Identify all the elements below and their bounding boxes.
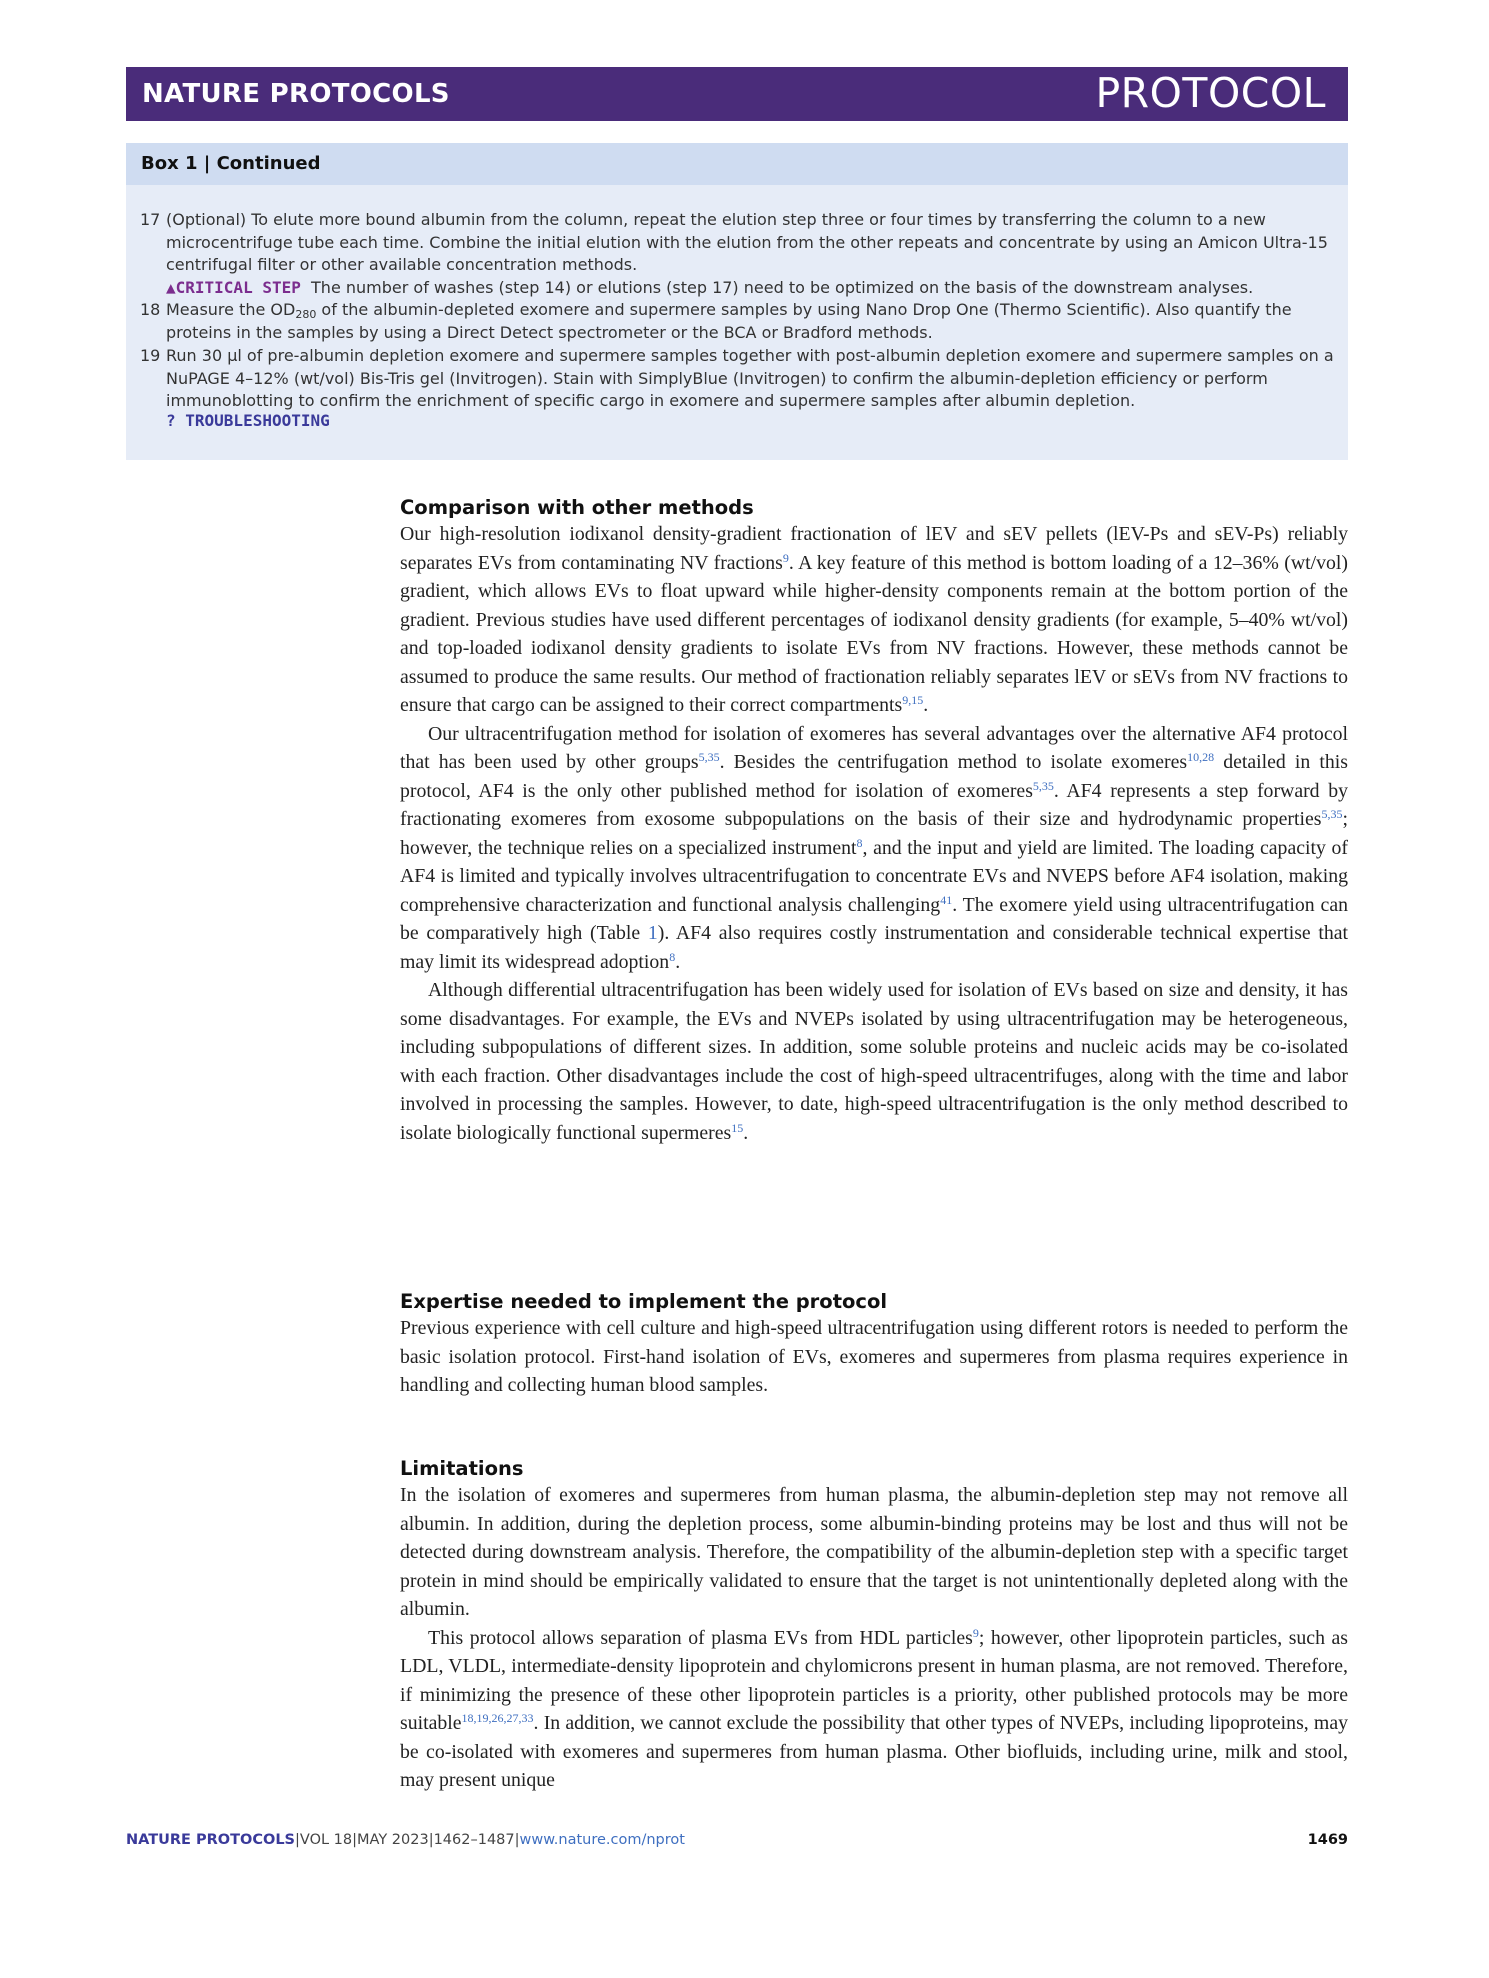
step-number: 17	[140, 210, 161, 229]
paragraph: This protocol allows separation of plasma EVs from HDL particles$^9$; however, other lipoprotein particles, such as LDL, VLDL, intermediate-density lipoprotein and chylomicrons present in human plasma, are not removed. Therefore, if minimizing the presence of these other lipoprotein particles is a priority, other published protocols may be more suitable$^{18,19,26,27,33}$. In addition, we cannot exclude the possibility that other types of NVEPs, including lipoproteins, may be co-isolated with exomeres and supermeres from human plasma. Other biofluids, including urine, milk and stool, may present unique	[400, 1625, 1348, 1791]
section-heading: Expertise needed to implement the protocol	[400, 1290, 888, 1313]
citation-link[interactable]: 41	[940, 892, 953, 907]
paragraph: Our ultracentrifugation method for isolation of exomeres has several advantages over the alternative AF4 protocol that has been used by other groups$^{5,35}$. Besides the centrifugation method to isolate exomeres$^{10,28}$ detailed in this protocol, AF4 is the only other published method for isolation of exomeres$^{5,35}$. AF4 represents a step forward by fractionating exomeres from exosome subpopulations on the basis of their size and hydrodynamic properties$^{5,35}$; however, the technique relies on a specialized instrument$^8$, and the input and yield are limited. The loading capacity of AF4 is limited and typically involves ultracentrifugation to concentrate EVs and NVEPS before AF4 isolation, making comprehensive characterization and functional analysis challenging$^{41}$. The exomere yield using ultracentrifugation can be comparatively high (Table 1). AF4 also requires costly instrumentation and considerable technical expertise that may limit its widespread adoption$^8$.	[400, 722, 1349, 973]
footer-journal: NATURE PROTOCOLS	[126, 1832, 296, 1848]
page-number: 1469	[1307, 1832, 1348, 1848]
step-text: Run 30 µl of pre-albumin depletion exomere and supermere samples together with post-albumin depletion exomere and supermere samples on a NuPAGE 4–12% (wt/vol) Bis-Tris gel (Invitrogen). Stain with SimplyBlue (Invitrogen) to confirm the albumin-depletion efficiency or perform immunoblotting to confirm the enrichment of specific cargo in exomere and supermere samples after albumin depletion.	[166, 346, 1334, 410]
critical-step-label: ▲CRITICAL STEP	[166, 278, 301, 297]
footer-date: MAY 2023	[357, 1832, 429, 1848]
box-1	[126, 143, 1348, 460]
troubleshooting-label[interactable]: ? TROUBLESHOOTING	[166, 411, 330, 430]
section-expertise	[400, 1290, 1348, 1400]
footer-volume: VOL 18	[299, 1832, 353, 1848]
table-link[interactable]: 1	[647, 922, 658, 944]
od-subscript: 280	[295, 308, 317, 321]
section-heading: Limitations	[400, 1457, 524, 1480]
citation-link[interactable]: 8	[669, 949, 676, 964]
critical-step-text: The number of washes (step 14) or elutions (step 17) need to be optimized on the basis of the downstream analyses.	[311, 278, 1254, 297]
journal-header-bar	[126, 67, 1348, 121]
citation-link[interactable]: 9	[972, 1625, 979, 1640]
footer-pages: 1462–1487	[433, 1832, 515, 1848]
citation-link[interactable]: 5,35	[1321, 807, 1343, 821]
journal-name: NATURE PROTOCOLS	[142, 79, 450, 109]
box-title: Box 1 | Continued	[141, 153, 321, 174]
citation-link[interactable]: 8	[856, 835, 863, 850]
step-text: Measure the $OD_{280}$ of the albumin-depleted exomere and supermere samples by using Nano Drop One (Thermo Scientific). Also quantify the proteins in the samples by using a Direct Detect spectrometer or the BCA or Bradford methods.	[166, 300, 1292, 342]
page-footer	[126, 1832, 1348, 1856]
footer-citation: NATURE PROTOCOLS|VOL 18|MAY 2023|1462–1487|www.nature.com/nprot	[126, 1832, 685, 1848]
article-type: PROTOCOL	[1095, 69, 1326, 117]
citation-link[interactable]: 9	[782, 550, 789, 565]
citation-link[interactable]: 5,35	[1032, 778, 1054, 793]
section-comparison	[400, 496, 1348, 1147]
footer-url-link[interactable]: www.nature.com/nprot	[519, 1832, 685, 1848]
paragraph: In the isolation of exomeres and supermeres from human plasma, the albumin-depletion step may not remove all albumin. In addition, during the depletion process, some albumin-binding proteins may be lost and thus will not be detected during downstream analysis. Therefore, the compatibility of the albumin-depletion step with a specific target protein in mind should be empirically validated to ensure that the target is not unintentionally depleted along with the albumin.	[400, 1484, 1348, 1620]
step-text: (Optional) To elute more bound albumin from the column, repeat the elution step three or four times by transferring the column to a new microcentrifuge tube each time. Combine the initial elution with the elution from the other repeats and concentrate by using an Amicon Ultra-15 centrifugal filter or other available concentration methods.	[166, 210, 1328, 274]
citation-link[interactable]: 15	[731, 1120, 744, 1135]
citation-link[interactable]: 18,19,26,27,33	[461, 1711, 534, 1725]
step-number: 18	[140, 300, 161, 319]
section-limitations	[400, 1457, 1348, 1795]
paragraph: Although differential ultracentrifugation has been widely used for isolation of EVs based on size and density, it has some disadvantages. For example, the EVs and NVEPs isolated by using ultracentrifugation may be heterogeneous, including subpopulations of different sizes. In addition, some soluble proteins and nucleic acids may be co-isolated with each fraction. Other disadvantages include the cost of high-speed ultracentrifuges, along with the time and labor involved in processing the samples. However, to date, high-speed ultracentrifugation is the only method described to isolate biologically functional supermeres$^{15}$.	[400, 979, 1348, 1144]
paragraph: Our high-resolution iodixanol density-gradient fractionation of lEV and sEV pellets (lEV-Ps and sEV-Ps) reliably separates EVs from contaminating NV fractions$^9$. A key feature of this method is bottom loading of a 12–36% (wt/vol) gradient, which allows EVs to float upward while higher-density components remain at the bottom portion of the gradient. Previous studies have used different percentages of iodixanol density gradients (for example, 5–40% wt/vol) and top-loaded iodixanol density gradients to isolate EVs from NV fractions. However, these methods cannot be assumed to produce the same results. Our method of fractionation reliably separates lEV or sEVs from NV fractions to ensure that cargo can be assigned to their correct compartments$^{9,15}$.	[400, 523, 1348, 716]
section-heading: Comparison with other methods	[400, 496, 754, 519]
citation-link[interactable]: 9,15	[902, 693, 924, 707]
step-number: 19	[140, 346, 161, 365]
box-title-bar	[126, 143, 1348, 185]
paragraph: Previous experience with cell culture and high-speed ultracentrifugation using different rotors is needed to perform the basic isolation protocol. First-hand isolation of EVs, exomeres and supermeres from plasma requires experience in handling and collecting human blood samples.	[400, 1317, 1348, 1396]
citation-link[interactable]: 5,35	[698, 750, 720, 764]
citation-link[interactable]: 10,28	[1187, 750, 1215, 764]
